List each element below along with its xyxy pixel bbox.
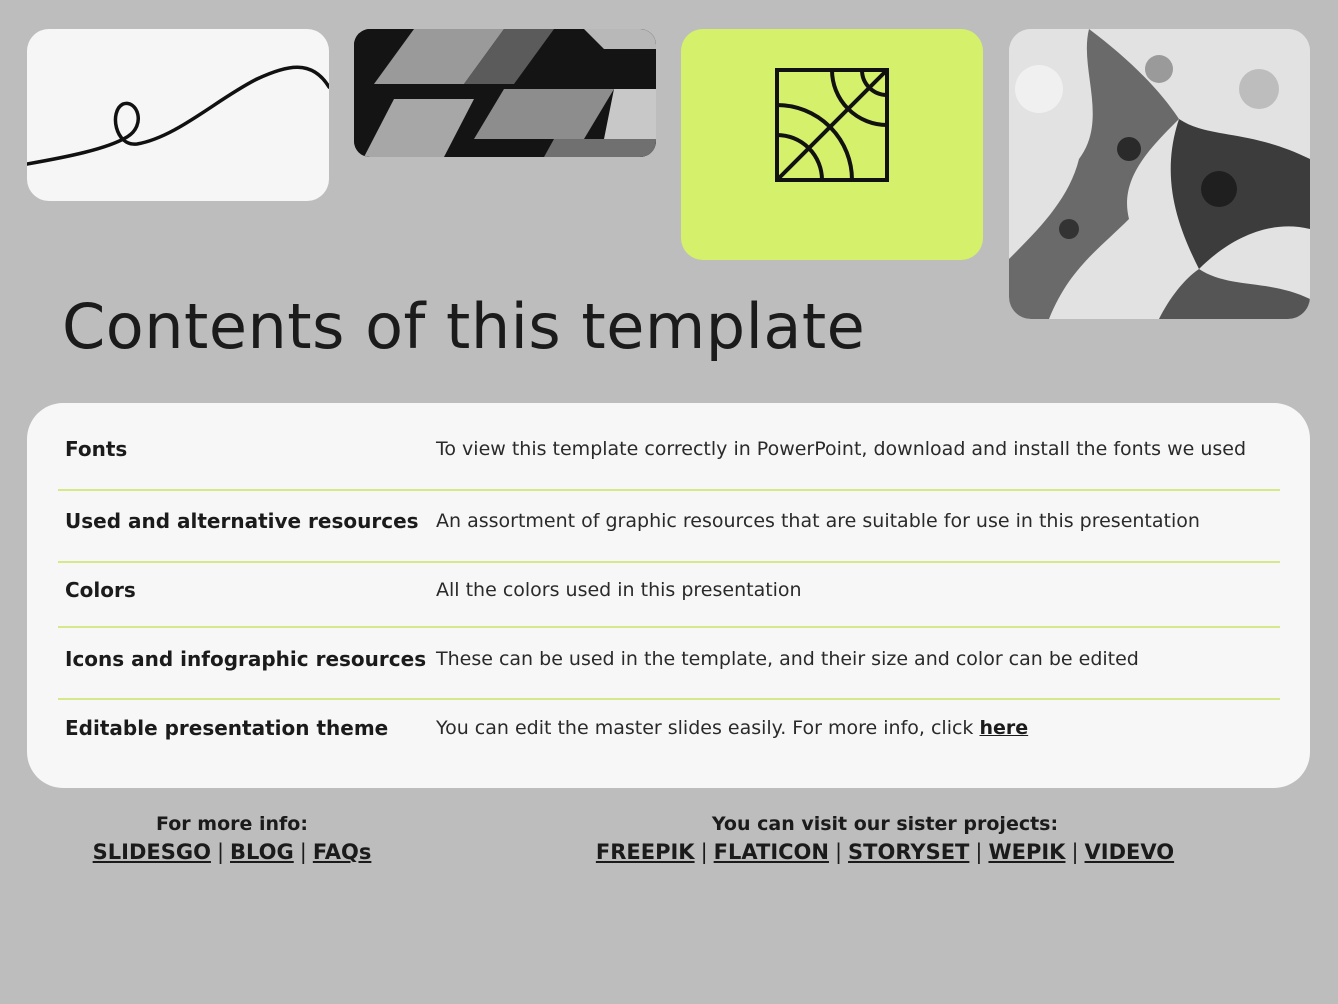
- row-divider: [58, 561, 1280, 563]
- row-divider: [58, 698, 1280, 700]
- row-description: These can be used in the template, and their size and color can be edited: [436, 648, 1139, 670]
- separator: |: [299, 840, 307, 864]
- row-divider: [58, 489, 1280, 491]
- row-label: Icons and infographic resources: [65, 647, 427, 671]
- row-description: [436, 717, 1028, 739]
- separator: |: [975, 840, 983, 864]
- footer-heading: For more info:: [156, 813, 308, 835]
- footer-more-info: [62, 810, 402, 866]
- table-row: [58, 716, 1280, 740]
- faqs-link[interactable]: FAQs: [312, 840, 372, 864]
- freepik-link[interactable]: FREEPIK: [595, 840, 695, 864]
- separator: |: [1071, 840, 1079, 864]
- footer-sister-projects: [585, 810, 1185, 866]
- marble-texture-image: [1009, 29, 1310, 319]
- logo-tile: [681, 29, 983, 260]
- row-description: All the colors used in this presentation: [436, 579, 802, 601]
- squiggle-line-image: [27, 29, 329, 201]
- row-divider: [58, 626, 1280, 628]
- architecture-photo: [354, 29, 656, 157]
- here-link[interactable]: here: [979, 717, 1029, 739]
- wepik-link[interactable]: WEPIK: [988, 840, 1066, 864]
- row-label: Used and alternative resources: [65, 509, 419, 533]
- table-row: [58, 509, 1280, 533]
- flaticon-link[interactable]: FLATICON: [713, 840, 829, 864]
- footer-links: [585, 838, 1185, 866]
- table-row: [58, 647, 1280, 671]
- row-description: An assortment of graphic resources that are suitable for use in this presentation: [436, 510, 1200, 532]
- videvo-link[interactable]: VIDEVO: [1084, 840, 1175, 864]
- separator: |: [834, 840, 843, 864]
- row-label: Colors: [65, 578, 136, 602]
- page-title: Contents of this template: [62, 290, 866, 363]
- row-label: Editable presentation theme: [65, 716, 389, 740]
- contents-table: [27, 403, 1310, 788]
- storyset-link[interactable]: STORYSET: [848, 840, 970, 864]
- slidesgo-link[interactable]: SLIDESGO: [92, 840, 211, 864]
- footer-heading: You can visit our sister projects:: [711, 813, 1059, 835]
- table-row: [58, 437, 1280, 461]
- table-row: [58, 578, 1280, 602]
- row-description: To view this template correctly in PowerPoint, download and install the fonts we used: [436, 438, 1247, 460]
- blog-link[interactable]: BLOG: [230, 840, 294, 864]
- footer-links: [62, 838, 402, 866]
- row-label: Fonts: [65, 437, 128, 461]
- separator: |: [700, 840, 708, 864]
- row-description-text: You can edit the master slides easily. For more info, click: [436, 717, 980, 739]
- separator: |: [216, 840, 225, 864]
